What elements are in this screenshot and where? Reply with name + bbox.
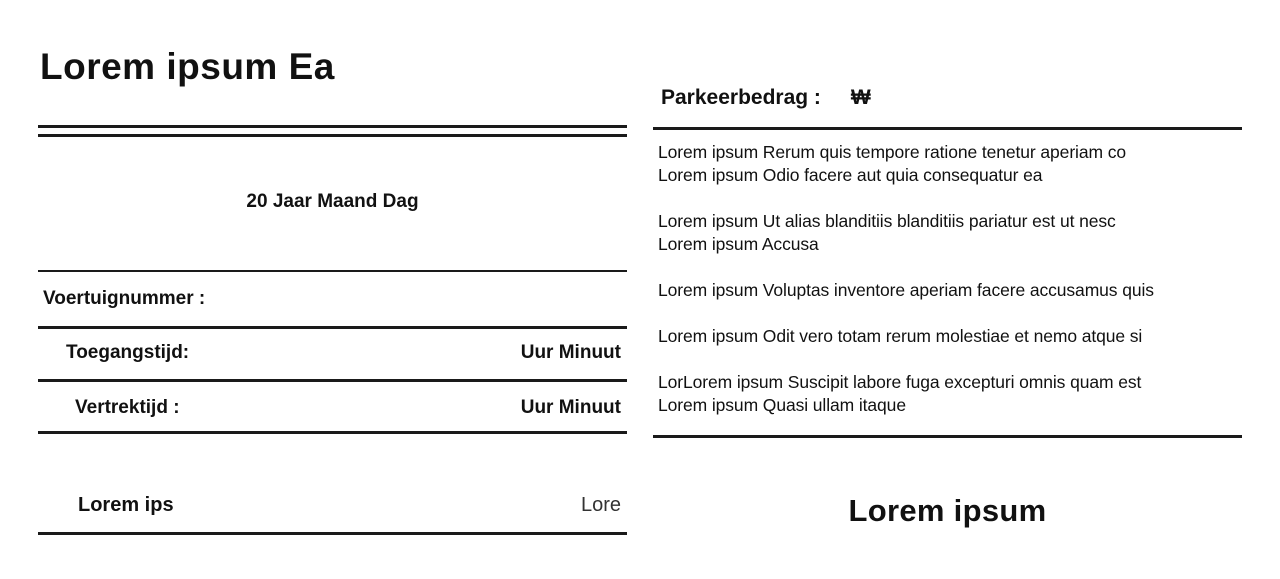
won-currency-symbol: ₩ — [850, 86, 871, 109]
paragraph-line: Lorem ipsum Accusa — [658, 234, 819, 254]
entry-time-value: Uur Minuut — [520, 342, 621, 363]
divider — [653, 127, 1242, 130]
parking-amount-header — [661, 85, 871, 111]
date-text: 20 Jaar Maand Dag — [246, 191, 419, 212]
paragraph-line: Lorem ipsum Quasi ullam itaque — [658, 395, 906, 415]
paragraph-line: Lorem ipsum Odio facere aut quia consequatur ea — [658, 165, 1043, 185]
divider — [653, 435, 1242, 438]
paragraph — [658, 325, 1242, 348]
entry-time-row — [38, 342, 627, 364]
receipt-title: Lorem ipsum Ea — [40, 46, 335, 87]
footer-left-text: Lorem ips — [78, 494, 174, 516]
paragraph — [658, 210, 1242, 256]
left-receipt-panel — [38, 0, 627, 579]
paragraph-line: Lorem ipsum Ut alias blanditiis blanditiis pariatur est ut nesc — [658, 211, 1116, 231]
paragraph — [658, 141, 1242, 187]
exit-time-row — [38, 397, 627, 419]
paragraph — [658, 371, 1242, 417]
divider — [38, 379, 627, 382]
exit-time-value: Uur Minuut — [520, 397, 621, 418]
divider — [38, 431, 627, 434]
title-divider-bottom — [38, 134, 627, 137]
divider — [38, 532, 627, 535]
paragraph-line: Lorem ipsum Rerum quis tempore ratione tenetur aperiam co — [658, 142, 1126, 162]
paragraph — [658, 279, 1242, 302]
paragraph-line: LorLorem ipsum Suscipit labore fuga excepturi omnis quam est — [658, 372, 1142, 392]
parking-amount-label: Parkeerbedrag : — [661, 86, 821, 109]
vehicle-number-label: Voertuignummer : — [43, 288, 206, 309]
entry-time-label: Toegangstijd: — [66, 342, 190, 363]
paragraph-line: Lorem ipsum Voluptas inventore aperiam facere accusamus quis — [658, 280, 1154, 300]
paragraph-line: Lorem ipsum Odit vero totam rerum molestiae et nemo atque si — [658, 326, 1143, 346]
divider — [38, 270, 627, 272]
footer-right-text: Lore — [580, 494, 621, 516]
divider — [38, 326, 627, 329]
exit-time-label: Vertrektijd : — [75, 397, 180, 418]
right-footer-title: Lorem ipsum — [848, 493, 1047, 528]
receipt-footer-row — [38, 494, 627, 516]
right-terms-panel — [653, 0, 1242, 579]
title-divider-top — [38, 125, 627, 128]
terms-paragraphs — [658, 141, 1242, 440]
